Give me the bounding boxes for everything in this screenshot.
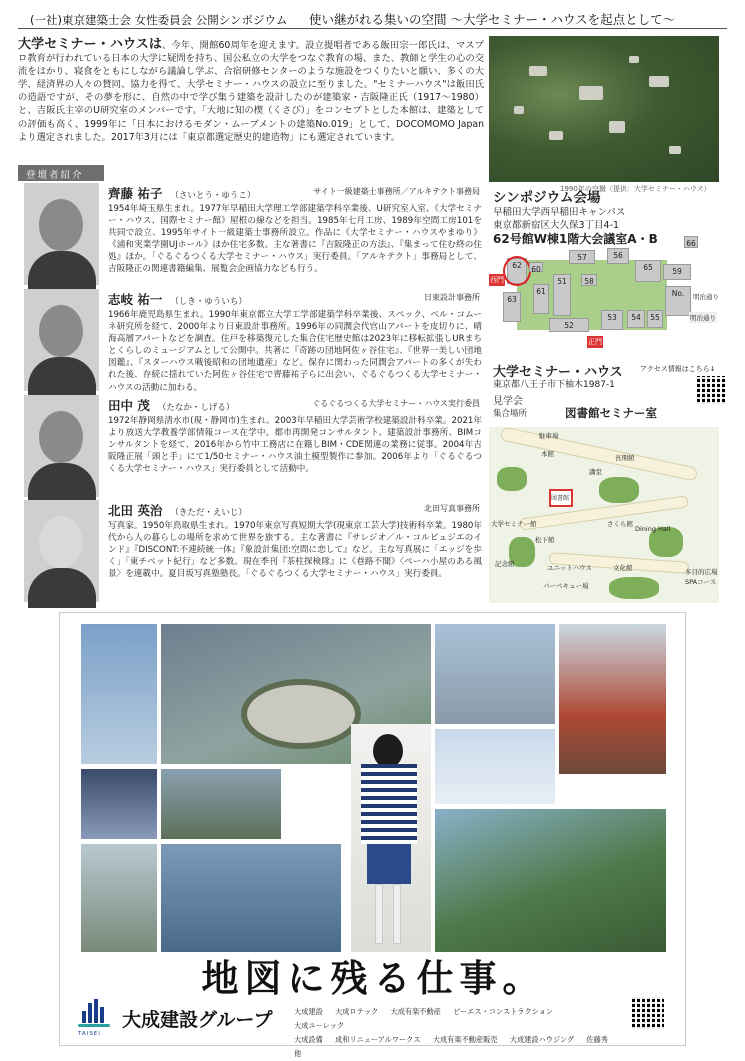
aerial-caption: 1990年の空撮（提供：大学セミナー・ハウス） (560, 185, 711, 193)
speaker-kana: （たなか・しげる） (157, 403, 235, 413)
speaker-name: 齊藤 祐子 (108, 186, 163, 201)
logo-subtext: TAISEI (78, 1031, 101, 1037)
map-block: 65 (635, 260, 661, 282)
company-name: 大成ロテック (335, 1007, 379, 1016)
speaker-card (20, 395, 482, 497)
header-title (30, 10, 675, 28)
speaker-kana: （さいとう・ゆうこ） (170, 191, 256, 201)
access-qr-code[interactable] (697, 376, 725, 404)
aerial-photo (489, 36, 719, 182)
map-meiji-st: 明治通り (693, 293, 719, 301)
speaker-bio: 1972年静岡県清水市(現・静岡市)生まれ。2003年早稲田大学芸術学校建築設計科卒業。2021年より放送大学教養学部情報コース在学中。都市再開発コンサルタント、建築設計事務所、BIMコンサルタントを経て、2016年から竹中工務店に在籍しBIM・CDE関連の業務に従事。2004年吉阪隆正展「頭と手」にて1/50セミナー・ハウス油土模型製作に参加。2006年より「ぐるぐるつくる大学セミナー・ハウス」実行委員として活動中。 (108, 416, 482, 475)
map-block: 57 (569, 250, 595, 264)
map-label: 記念館 (495, 560, 515, 568)
header-divider (18, 28, 727, 29)
intro-paragraph (18, 38, 484, 144)
map-label: 多目的広場 (685, 568, 718, 576)
map-block: 60 (529, 262, 543, 272)
taisei-advertisement (59, 612, 686, 1058)
speaker-bio: 1954年埼玉県生まれ。1977年早稲田大学理工学部建築学科卒業後、U研究室入室、《大学セミナー・ハウス、国際セミナー館》屋根の線などを担当。1985年七月工房、1989年空間工房101を共同で設立、1995年サイト一級建築士事務所設立。作品に《大学セミナー・ハウスやまゆり》《浦和実業学園UJホール》ほか住宅多数。主な著書に『吉阪隆正の方法』、『集まって住む終の住処』ほか。「ぐるぐるつくる大学セミナー・ハウス」実行委員。「アルキテクト」事務局として、吉阪隆正の関連書籍編集、展覧会企画協力なども行う。 (108, 204, 482, 275)
map-label: 講堂 (589, 468, 602, 476)
map-label: 図書館 (551, 495, 570, 502)
meet-labels (493, 396, 527, 420)
map-meiji-st-2: 明治通り (690, 314, 716, 322)
group-companies (294, 1005, 624, 1061)
map-label: 大学セミナー館 (491, 520, 537, 528)
taisei-logo-icon (78, 999, 110, 1029)
company-name: 大成設備 (294, 1035, 323, 1044)
speaker-affiliation: サイト一級建築士事務所／アルキテクト事務局 (313, 187, 480, 196)
company-name: ビーエス・コンストラクション (453, 1007, 554, 1016)
map-block: 58 (581, 274, 597, 286)
header-subtitle: 使い継がれる集いの空間 ～大学セミナー・ハウスを起点として～ (309, 12, 676, 27)
speaker-affiliation: 日東設計事務所 (424, 293, 480, 302)
speaker-name: 田中 茂 (108, 398, 150, 413)
map-block: 56 (607, 248, 629, 264)
map-block: 53 (601, 310, 623, 330)
speaker-photo (24, 183, 99, 285)
speaker-bio: 写真家。1950年鳥取県生まれ。1970年東京写真短期大学(現東京工芸大学)技術科卒業。1980年代から人の暮らしの場所を求めて世界を旅する。主な著書に『サレジオ／ル・コルビュジエのインド』『DISCONT:不連続統一体』『象設計集団:空間に恋して』など。主な写真展に「エッジを歩く」「東チベット紀行」など多数。現在季刊『茶柱探検隊』に《巷路不聞》〈ペーハ小屋のある風景〉を連載中。夏目坂写真塾塾長。「ぐるぐるつくる大学セミナー・ハウス」実行委員。 (108, 521, 482, 580)
venue-hall: 62号館W棟1階大会議室A・B (493, 232, 658, 246)
speaker-kana: （しき・ゆういち） (170, 297, 247, 307)
map-label: Dining Hall (635, 525, 671, 533)
ad-slogan: 地図に残る仕事。 (201, 956, 546, 1000)
company-name: 大成建設ハウジング (509, 1035, 575, 1044)
speaker-affiliation: ぐるぐるつくる大学セミナー・ハウス実行委員 (312, 399, 480, 408)
map-label: ユニットハウス (547, 564, 592, 572)
speakers-tab: 登壇者紹介 (18, 165, 104, 181)
map-block: 59 (663, 264, 691, 280)
seminar-house-address: 東京都八王子市下柚木1987-1 (493, 380, 615, 390)
map-block: 63 (503, 292, 521, 322)
ad-qr-code[interactable] (632, 997, 664, 1029)
speaker-kana: （きただ・えいじ） (170, 508, 247, 518)
venue-title: シンポジウム会場 (493, 190, 601, 206)
company-name: 大成建設 (294, 1007, 323, 1016)
map-main-gate: 正門 (588, 338, 602, 346)
map-label: 松下館 (535, 536, 555, 544)
meet-label-tour: 見学会 (493, 396, 523, 407)
company-name: 大成有楽不動産販売 (432, 1035, 498, 1044)
intro-body: 、今年、開館60周年を迎えます。設立提唱者である飯田宗一郎氏は、マスプロ教育が行われている日本の大学に疑問を持ち、国公私立の大学をつなぐ教育の場、また、教師と学生の心の交流をはかり、寝食をともにしながら議論し学ぶ、合宿研修センターのような施設をつくりたいと願い、多くの大学、経済界の人々の賛同、協力を得て、大学セミナー・ハウスの設立に至りました。"セミナーハウス"は飯田氏の造語ですが、その夢を形に、自然の中で学び集う建築を設計したのが建築家・吉阪隆正氏（1917～1980）と、吉阪氏主宰のU研究室のメンバーです。「大地に知の楔（くさび）」をコンセプトとした本館は、建築としての評価も高く、1999年に「日本におけるモダン・ムーブメントの建築No.019」として、DOCOMOMO Japanより選定されました。2017年3月には「東京都選定歴史的建造物」にも選定されています。 (18, 40, 484, 143)
map-label: 本館 (541, 450, 554, 458)
map-label: SPAコース (685, 578, 717, 586)
map-block: 55 (647, 310, 663, 328)
company-name: 他 (294, 1049, 302, 1058)
company-name: 大成有楽不動産 (390, 1007, 441, 1016)
meet-label-place: 集合場所 (493, 409, 528, 419)
map-west-gate: 西門 (490, 276, 504, 284)
speaker-bio: 1966年鹿児島県生まれ。1990年東京都立大学工学部建築学科卒業後、スペック、ベル・コムーネ研究所を経て、2000年より日東設計事務所。1996年の同潤会代官山アパートを皮切りに、晴海高層アパートなどを調査。住戸を移築復元した集合住宅歴史館は2023年に移転拡張しURまちとくらしのミュージアムとして公開中。共著に『奇跡の団地阿佐ヶ谷住宅』、『世界一美しい団地図鑑』、『スターハウス戦後昭和の団地遺産』など。保存に関わった同潤会アパートの多くが失われた後、存続に揺れていた阿佐ヶ谷住宅で齊藤祐子らに出会い、ぐるぐるつくる大学セミナー・ハウスの活動に加わる。 (108, 310, 482, 393)
seminar-house-map (489, 427, 719, 603)
map-label: さくら館 (607, 520, 633, 528)
intro-lead: 大学セミナー・ハウスは (18, 37, 162, 52)
speaker-card (20, 289, 482, 391)
meet-place: 図書館セミナー室 (565, 406, 657, 420)
map-label: 文化館 (613, 564, 633, 572)
map-label: バーベキュー場 (543, 582, 589, 590)
venue-campus: 早稲田大学西早稲田キャンパス (493, 207, 626, 218)
map-label: 長期館 (615, 454, 635, 462)
map-block: 54 (627, 310, 645, 328)
header-organizer: (一社)東京建築士会 女性委員会 公開シンポジウム (30, 13, 288, 27)
page-header (0, 0, 745, 30)
map-block: 52 (549, 318, 589, 332)
speaker-name: 北田 英治 (108, 503, 163, 518)
map-block: No. (665, 286, 691, 316)
map-block: 62 (507, 258, 527, 284)
speaker-card (20, 500, 482, 602)
access-info: アクセス情報はこちら↓ (640, 365, 716, 373)
ad-brand: 大成建設グループ (122, 1009, 273, 1031)
venue-address: 東京都新宿区大久保3丁目4-1 (493, 220, 620, 231)
speaker-photo (24, 500, 99, 602)
seminar-house-title: 大学セミナー・ハウス (493, 365, 623, 380)
speaker-name: 志岐 祐一 (108, 292, 163, 307)
venue-highlight (503, 256, 531, 286)
speaker-photo (24, 289, 99, 391)
map-block: 61 (533, 284, 549, 314)
map-block: 51 (553, 274, 571, 316)
speaker-affiliation: 北田写真事務所 (424, 504, 480, 513)
map-label: 駐車場 (539, 432, 559, 440)
map-block: 66 (684, 236, 698, 248)
ad-photo-collage (81, 624, 666, 952)
speaker-photo (24, 395, 99, 497)
speaker-card (20, 183, 482, 285)
company-name: 大成ユーレック (294, 1021, 345, 1030)
company-name: 成和リニューアルワークス (335, 1035, 421, 1044)
company-name: 佐藤秀 (586, 1035, 608, 1044)
